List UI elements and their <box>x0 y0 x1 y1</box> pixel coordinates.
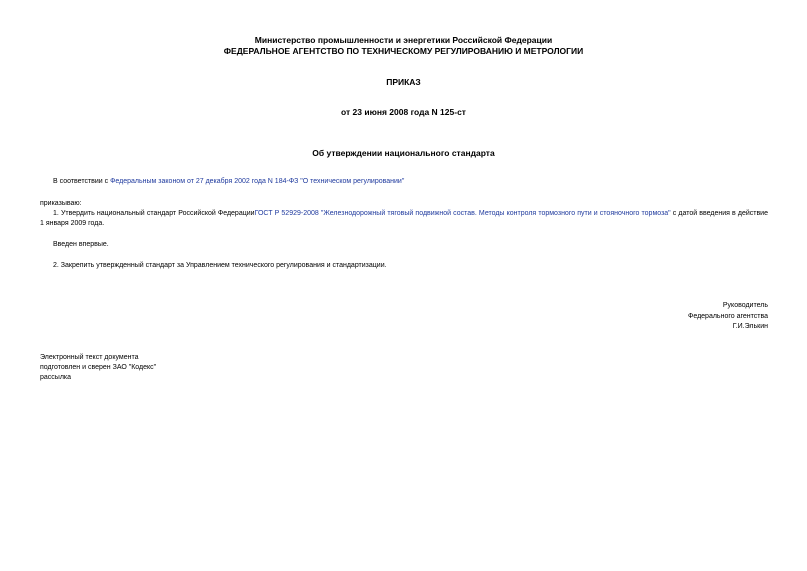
gost-link[interactable]: ГОСТ Р 52929-2008 "Железнодорожный тяговый подвижной состав. Методы контроля тормозного пути и стояночного тормоза" <box>254 210 671 217</box>
footer-line-3: рассылка <box>40 374 72 381</box>
document-date: от 23 июня 2008 года N 125-ст <box>341 107 466 117</box>
item-2-paragraph: 2. Закрепить утвержденный стандарт за Управлением технического регулирования и стандартизации. <box>53 262 387 269</box>
footer-line-1: Электронный текст документа <box>40 354 139 361</box>
item-1-suffix: с датой введения в действие 1 января 2009 года. <box>40 210 768 227</box>
intro-first-note: Введен впервые. <box>53 241 109 248</box>
item-1-prefix: 1. Утвердить национальный стандарт Российской Федерации <box>53 210 255 217</box>
agency-heading: ФЕДЕРАЛЬНОЕ АГЕНТСТВО ПО ТЕХНИЧЕСКОМУ РЕГУЛИРОВАНИЮ И МЕТРОЛОГИИ <box>223 46 584 56</box>
intro-paragraph <box>53 177 404 187</box>
ministry-heading: Министерство промышленности и энергетики Российской Федерации <box>254 35 553 45</box>
federal-law-link[interactable]: Федеральным законом от 27 декабря 2002 года N 184-ФЗ "О техническом регулировании" <box>110 178 405 185</box>
document-title: Об утверждении национального стандарта <box>312 148 495 158</box>
footer-line-2: подготовлен и сверен ЗАО "Кодекс" <box>40 364 157 371</box>
item-1-paragraph <box>40 209 768 229</box>
signature-title: Руководитель <box>722 302 768 309</box>
signature-name: Г.И.Элькин <box>732 323 768 330</box>
order-word: приказываю: <box>40 200 82 207</box>
intro-prefix: В соответствии с <box>53 178 111 185</box>
signature-agency: Федерального агентства <box>688 313 768 320</box>
document-type: ПРИКАЗ <box>386 77 421 87</box>
